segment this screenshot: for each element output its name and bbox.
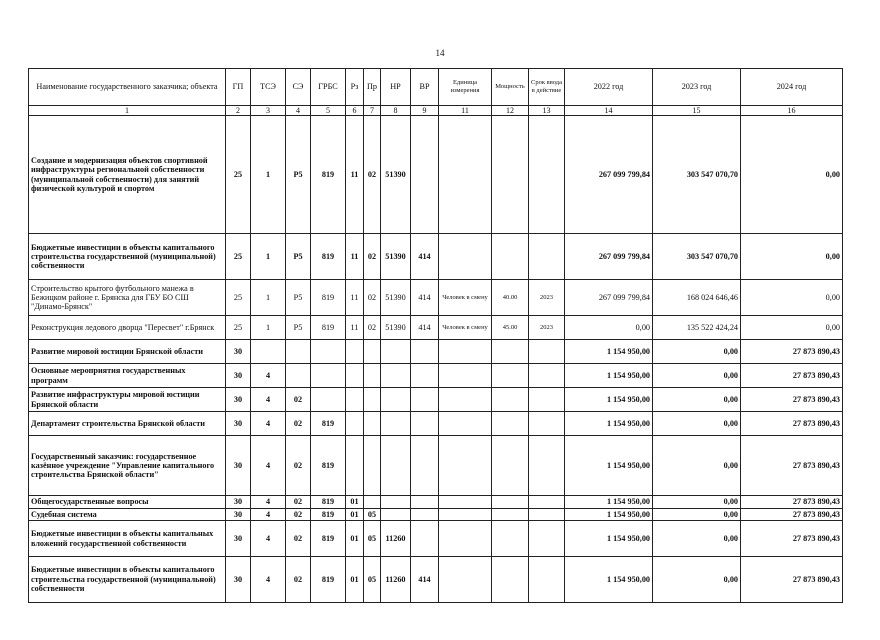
table-cell: 2023 (529, 316, 565, 340)
budget-table (28, 68, 843, 603)
table-cell: 819 (311, 316, 346, 340)
table-cell: 51390 (381, 280, 411, 316)
column-number-row (29, 106, 843, 116)
table-cell: 819 (311, 412, 346, 436)
table-row (29, 340, 843, 364)
table-cell (439, 116, 492, 234)
table-cell: 0,00 (653, 364, 741, 388)
column-header: ВР (411, 69, 439, 106)
table-cell: 4 (251, 388, 286, 412)
table-cell: 51390 (381, 234, 411, 280)
table-cell: 02 (286, 436, 311, 496)
table-cell: 30 (226, 436, 251, 496)
row-name-cell: Государственный заказчик: государственное казённое учреждение "Управление капитального строительства Брянской области" (29, 436, 226, 496)
table-cell (439, 436, 492, 496)
table-cell: 01 (346, 521, 364, 557)
table-cell: 30 (226, 340, 251, 364)
table-cell (529, 557, 565, 603)
table-cell: 1 (251, 280, 286, 316)
table-cell: 267 099 799,84 (565, 280, 653, 316)
table-cell (411, 340, 439, 364)
table-cell: 1 154 950,00 (565, 508, 653, 520)
table-cell: 02 (286, 496, 311, 508)
table-cell: 01 (346, 557, 364, 603)
row-name-cell: Основные мероприятия государственных программ (29, 364, 226, 388)
table-cell: 1 154 950,00 (565, 436, 653, 496)
column-number: 15 (653, 106, 741, 116)
row-name-cell: Развитие инфраструктуры мировой юстиции Брянской области (29, 388, 226, 412)
row-name-cell: Строительство крытого футбольного манежа в Бежицком районе г. Брянска для ГБУ БО СШ "Динамо-Брянск" (29, 280, 226, 316)
table-cell: 0,00 (653, 557, 741, 603)
row-name-cell: Судебная система (29, 508, 226, 520)
table-cell: 4 (251, 557, 286, 603)
column-number: 12 (492, 106, 529, 116)
table-cell (364, 364, 381, 388)
table-cell (439, 508, 492, 520)
column-header: 2022 год (565, 69, 653, 106)
table-cell (311, 364, 346, 388)
table-header (29, 69, 843, 116)
table-cell: 02 (286, 388, 311, 412)
table-cell: 40.00 (492, 280, 529, 316)
table-cell: 05 (364, 521, 381, 557)
table-cell (439, 557, 492, 603)
table-cell (381, 496, 411, 508)
table-row (29, 116, 843, 234)
table-cell: 51390 (381, 116, 411, 234)
row-name-cell: Бюджетные инвестиции в объекты капитальных вложений государственной собственности (29, 521, 226, 557)
table-cell (364, 496, 381, 508)
table-cell (529, 340, 565, 364)
table-cell (311, 340, 346, 364)
table-cell (439, 521, 492, 557)
table-cell: 1 (251, 116, 286, 234)
table-cell: 414 (411, 280, 439, 316)
table-cell: 27 873 890,43 (741, 557, 843, 603)
table-cell: 27 873 890,43 (741, 412, 843, 436)
row-name-cell: Развитие мировой юстиции Брянской области (29, 340, 226, 364)
table-cell (411, 436, 439, 496)
column-number: 5 (311, 106, 346, 116)
table-cell (492, 364, 529, 388)
table-cell (439, 364, 492, 388)
column-header: Наименование государственного заказчика; объекта (29, 69, 226, 106)
column-number: 3 (251, 106, 286, 116)
table-cell (529, 508, 565, 520)
table-cell: 0,00 (653, 496, 741, 508)
table-cell (529, 412, 565, 436)
row-name-cell: Общегосударственные вопросы (29, 496, 226, 508)
table-cell (286, 340, 311, 364)
table-cell (381, 340, 411, 364)
column-number: 13 (529, 106, 565, 116)
table-cell (529, 388, 565, 412)
table-cell (492, 436, 529, 496)
table-cell: 11260 (381, 521, 411, 557)
row-name-cell: Бюджетные инвестиции в объекты капитального строительства государственной (муниципальной) собственности (29, 234, 226, 280)
table-cell (529, 116, 565, 234)
table-cell: 0,00 (741, 280, 843, 316)
column-number: 9 (411, 106, 439, 116)
column-number: 6 (346, 106, 364, 116)
table-cell (411, 496, 439, 508)
table-cell: 02 (286, 508, 311, 520)
column-header: НР (381, 69, 411, 106)
table-cell: 02 (364, 116, 381, 234)
table-cell (492, 496, 529, 508)
column-header: ТСЭ (251, 69, 286, 106)
table-cell: 819 (311, 116, 346, 234)
column-header: Единица измерения (439, 69, 492, 106)
table-cell: 414 (411, 316, 439, 340)
table-cell: 27 873 890,43 (741, 496, 843, 508)
column-number: 4 (286, 106, 311, 116)
table-cell: 02 (364, 234, 381, 280)
table-cell: 25 (226, 280, 251, 316)
table-cell (364, 412, 381, 436)
table-cell (381, 364, 411, 388)
table-cell: 27 873 890,43 (741, 364, 843, 388)
table-cell (411, 364, 439, 388)
table-cell (411, 412, 439, 436)
table-cell (346, 340, 364, 364)
table-cell (346, 412, 364, 436)
table-cell: 4 (251, 364, 286, 388)
row-name-cell: Реконструкция ледового дворца "Пересвет" г.Брянск (29, 316, 226, 340)
table-cell: 11 (346, 116, 364, 234)
table-cell: 819 (311, 234, 346, 280)
table-cell (364, 388, 381, 412)
table-cell (529, 496, 565, 508)
column-number: 2 (226, 106, 251, 116)
table-cell (492, 557, 529, 603)
table-cell: 4 (251, 412, 286, 436)
table-cell: 11 (346, 316, 364, 340)
table-cell: 02 (286, 557, 311, 603)
table-cell (492, 388, 529, 412)
table-cell: 0,00 (741, 234, 843, 280)
table-cell: 11 (346, 234, 364, 280)
table-cell (364, 436, 381, 496)
table-cell: 27 873 890,43 (741, 436, 843, 496)
table-cell: 02 (286, 412, 311, 436)
table-cell: 30 (226, 557, 251, 603)
table-cell: 135 522 424,24 (653, 316, 741, 340)
column-header: Срок ввода в действие (529, 69, 565, 106)
row-name-cell: Создание и модернизация объектов спортивной инфраструктуры региональной собственности (муниципальной собственности) для занятий физической культурой и спортом (29, 116, 226, 234)
table-cell: 30 (226, 364, 251, 388)
column-number: 16 (741, 106, 843, 116)
row-name-cell: Бюджетные инвестиции в объекты капитального строительства государственной (муниципальной) собственности (29, 557, 226, 603)
table-cell: 0,00 (565, 316, 653, 340)
table-row (29, 557, 843, 603)
table-cell: 414 (411, 557, 439, 603)
table-cell: 819 (311, 508, 346, 520)
table-row (29, 316, 843, 340)
table-cell: 1 (251, 234, 286, 280)
table-cell: 0,00 (741, 316, 843, 340)
table-cell (439, 496, 492, 508)
table-cell: 267 099 799,84 (565, 234, 653, 280)
column-header: 2023 год (653, 69, 741, 106)
table-cell: Р5 (286, 234, 311, 280)
table-cell: 25 (226, 316, 251, 340)
table-cell: 1 154 950,00 (565, 496, 653, 508)
table-cell (251, 340, 286, 364)
table-row (29, 388, 843, 412)
table-cell (411, 508, 439, 520)
table-cell (286, 364, 311, 388)
table-cell (346, 364, 364, 388)
table-row (29, 234, 843, 280)
table-cell (411, 116, 439, 234)
table-cell (529, 234, 565, 280)
table-cell: 819 (311, 557, 346, 603)
column-header: 2024 год (741, 69, 843, 106)
table-cell: 819 (311, 496, 346, 508)
table-cell: 45.00 (492, 316, 529, 340)
column-number: 11 (439, 106, 492, 116)
table-cell: 1 (251, 316, 286, 340)
table-cell (346, 436, 364, 496)
table-cell (492, 508, 529, 520)
table-cell (492, 521, 529, 557)
table-cell: 819 (311, 280, 346, 316)
table-cell (439, 388, 492, 412)
page-number: 14 (435, 48, 445, 58)
table-cell: 1 154 950,00 (565, 340, 653, 364)
table-cell (529, 364, 565, 388)
table-cell (439, 412, 492, 436)
table-cell: 25 (226, 116, 251, 234)
table-cell: 4 (251, 496, 286, 508)
table-cell: Человек в смену (439, 316, 492, 340)
table-cell (439, 340, 492, 364)
table-row (29, 496, 843, 508)
table-row (29, 436, 843, 496)
header-row (29, 69, 843, 106)
table-cell: 414 (411, 234, 439, 280)
column-number: 8 (381, 106, 411, 116)
table-cell: 303 547 070,70 (653, 234, 741, 280)
table-cell: 1 154 950,00 (565, 388, 653, 412)
table-cell (381, 412, 411, 436)
table-cell: 30 (226, 412, 251, 436)
table-cell: 2023 (529, 280, 565, 316)
column-number: 1 (29, 106, 226, 116)
table-cell: 819 (311, 521, 346, 557)
table-cell (364, 340, 381, 364)
table-cell: 0,00 (653, 436, 741, 496)
table-cell: 1 154 950,00 (565, 412, 653, 436)
table-cell: 1 154 950,00 (565, 364, 653, 388)
table-cell: 05 (364, 557, 381, 603)
table-cell (529, 521, 565, 557)
table-cell: 303 547 070,70 (653, 116, 741, 234)
table-cell: 30 (226, 496, 251, 508)
table-row (29, 521, 843, 557)
table-cell: 01 (346, 508, 364, 520)
table-cell (439, 234, 492, 280)
table-cell (381, 388, 411, 412)
table-cell: 819 (311, 436, 346, 496)
table-cell: 02 (364, 280, 381, 316)
table-cell: 30 (226, 521, 251, 557)
table-cell: 51390 (381, 316, 411, 340)
column-header: СЭ (286, 69, 311, 106)
table-row (29, 364, 843, 388)
table-cell (411, 521, 439, 557)
column-header: Рз (346, 69, 364, 106)
table-cell: 27 873 890,43 (741, 340, 843, 364)
table-cell (492, 412, 529, 436)
table-cell: 267 099 799,84 (565, 116, 653, 234)
column-header: Мощность (492, 69, 529, 106)
table-cell: 25 (226, 234, 251, 280)
column-number: 7 (364, 106, 381, 116)
table-body (29, 116, 843, 603)
table-row (29, 280, 843, 316)
table-cell: 0,00 (653, 521, 741, 557)
table-cell: 0,00 (741, 116, 843, 234)
table-cell: 27 873 890,43 (741, 388, 843, 412)
table-cell: 4 (251, 508, 286, 520)
table-cell: 05 (364, 508, 381, 520)
table-cell: 02 (286, 521, 311, 557)
table-cell (311, 388, 346, 412)
table-cell: 0,00 (653, 508, 741, 520)
table-cell (411, 388, 439, 412)
table-cell: 4 (251, 521, 286, 557)
table-cell: 11260 (381, 557, 411, 603)
table-row (29, 412, 843, 436)
table-row (29, 508, 843, 520)
table-cell: 01 (346, 496, 364, 508)
table-cell: 168 024 646,46 (653, 280, 741, 316)
table-cell (492, 116, 529, 234)
column-number: 14 (565, 106, 653, 116)
column-header: ГРБС (311, 69, 346, 106)
table-cell: 0,00 (653, 388, 741, 412)
table-cell: Р5 (286, 316, 311, 340)
table-cell: 1 154 950,00 (565, 521, 653, 557)
table-cell: Р5 (286, 116, 311, 234)
table-cell: 30 (226, 388, 251, 412)
table-cell (381, 508, 411, 520)
table-cell (529, 436, 565, 496)
table-cell: Р5 (286, 280, 311, 316)
table-cell: 4 (251, 436, 286, 496)
table-cell (346, 388, 364, 412)
table-cell: 27 873 890,43 (741, 521, 843, 557)
column-header: Пр (364, 69, 381, 106)
table-cell: 02 (364, 316, 381, 340)
table-cell (381, 436, 411, 496)
table-cell: 1 154 950,00 (565, 557, 653, 603)
column-header: ГП (226, 69, 251, 106)
table-cell: 27 873 890,43 (741, 508, 843, 520)
table-cell (492, 234, 529, 280)
table-cell: 0,00 (653, 340, 741, 364)
row-name-cell: Департамент строительства Брянской области (29, 412, 226, 436)
table-cell: Человек в смену (439, 280, 492, 316)
table-cell: 11 (346, 280, 364, 316)
table-cell (492, 340, 529, 364)
table-cell: 30 (226, 508, 251, 520)
table-cell: 0,00 (653, 412, 741, 436)
